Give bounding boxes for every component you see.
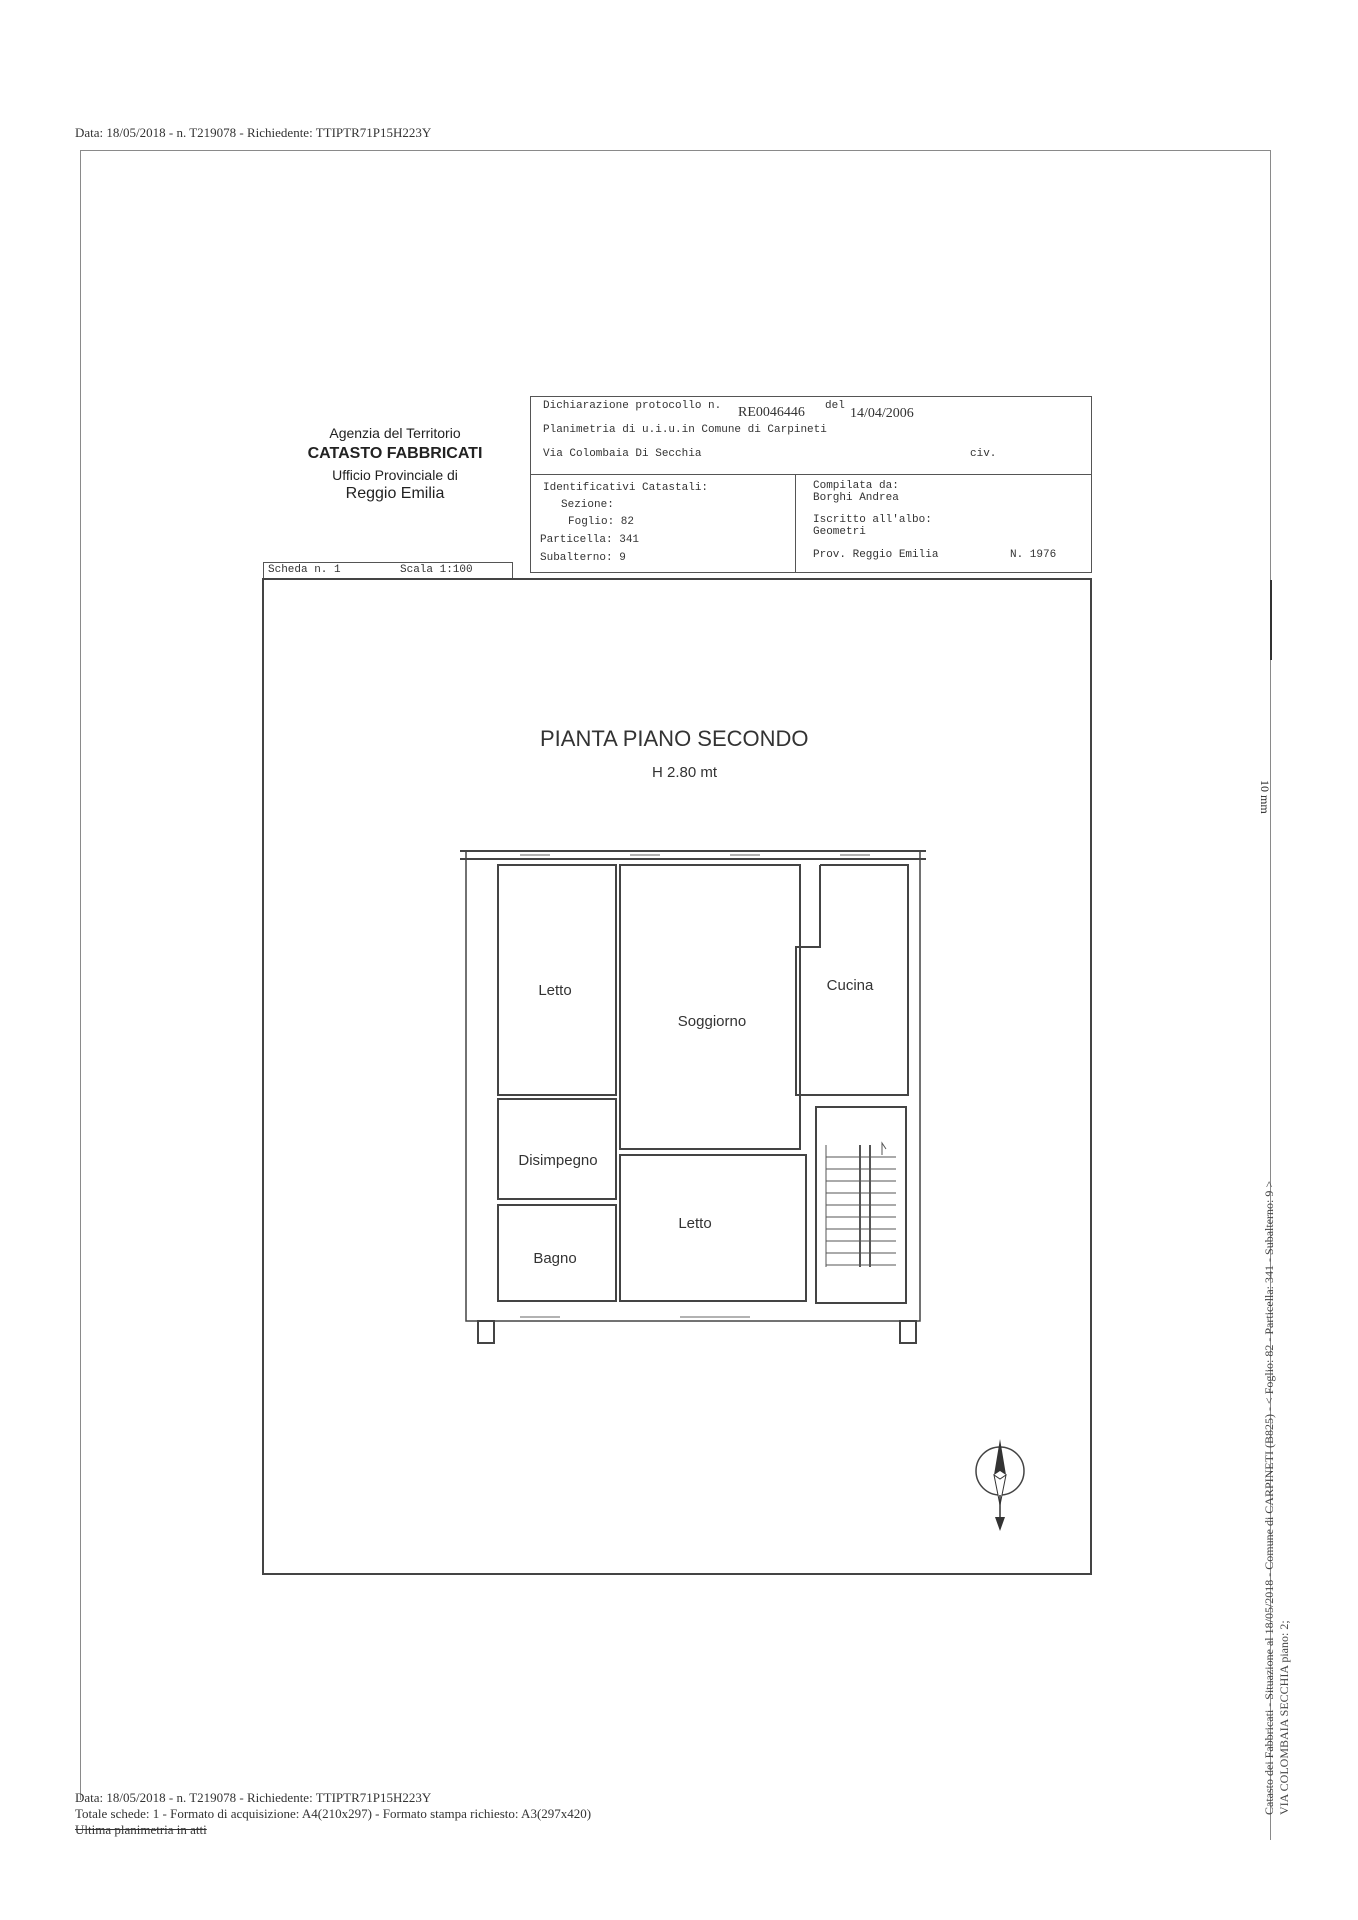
planimetry-line: Planimetria di u.i.u.in Comune di Carpineti bbox=[543, 424, 827, 436]
declaration-col-divider bbox=[795, 474, 796, 572]
protocol-label: Dichiarazione protocollo n. bbox=[543, 400, 722, 412]
footer-line-3: Ultima planimetria in atti bbox=[75, 1822, 207, 1837]
agency-catasto: CATASTO FABBRICATI bbox=[307, 445, 483, 462]
footer-line-1: Data: 18/05/2018 - n. T219078 - Richiedente: TTIPTR71P15H223Y bbox=[75, 1790, 432, 1805]
identifiers-subalterno: Subalterno: 9 bbox=[540, 552, 626, 564]
scale-mark-label: 10 mm bbox=[1258, 780, 1272, 814]
compiled-label: Compilata da: bbox=[813, 480, 899, 492]
scale-mark bbox=[1257, 780, 1272, 814]
frame-left bbox=[80, 150, 81, 1800]
civ-label: civ. bbox=[970, 448, 997, 460]
side-vertical-line-2: VIA COLOMBAIA SECCHIA piano: 2; bbox=[1277, 1620, 1291, 1815]
compiled-prov: Prov. Reggio Emilia bbox=[813, 549, 939, 561]
header-info: Data: 18/05/2018 - n. T219078 - Richiedente: TTIPTR71P15H223Y bbox=[75, 125, 432, 140]
plan-height: H 2.80 mt bbox=[652, 764, 718, 781]
identifiers-title: Identificativi Catastali: bbox=[543, 482, 709, 494]
agency-office: Ufficio Provinciale di bbox=[332, 467, 458, 483]
room-letto-1: Letto bbox=[538, 982, 572, 999]
protocol-date: 14/04/2006 bbox=[850, 406, 914, 421]
plan-title: PIANTA PIANO SECONDO bbox=[540, 726, 809, 751]
identifiers-sezione: Sezione: bbox=[561, 499, 614, 511]
scheda-scale: Scala 1:100 bbox=[400, 564, 473, 576]
room-cucina: Cucina bbox=[826, 977, 874, 994]
identifiers-foglio: Foglio: 82 bbox=[568, 516, 635, 528]
identifiers-particella: Particella: 341 bbox=[540, 534, 640, 546]
room-disimpegno: Disimpegno bbox=[518, 1152, 598, 1169]
albo-label: Iscritto all'albo: bbox=[813, 514, 932, 526]
agency-name: Agenzia del Territorio bbox=[329, 425, 461, 441]
north-arrow-icon bbox=[970, 1435, 1030, 1535]
frame-top bbox=[80, 150, 1270, 151]
scheda-number: Scheda n. 1 bbox=[268, 564, 341, 576]
date-label: del bbox=[825, 400, 845, 412]
floor-plan bbox=[460, 845, 930, 1355]
albo-value: Geometri bbox=[813, 526, 866, 538]
room-bagno: Bagno bbox=[533, 1250, 577, 1267]
scale-bar bbox=[1270, 580, 1272, 660]
room-letto-2: Letto bbox=[678, 1215, 712, 1232]
compiled-number: N. 1976 bbox=[1010, 549, 1057, 561]
compiled-name: Borghi Andrea bbox=[813, 492, 899, 504]
agency-block bbox=[290, 425, 500, 503]
protocol-number: RE0046446 bbox=[738, 405, 805, 420]
address-line: Via Colombaia Di Secchia bbox=[543, 448, 702, 460]
side-vertical-line-1: Catasto dei Fabbricati - Situazione al 18/05/2018 - Comune di CARPINETI (B825) - < Foglio: 82 - Particella: 341 - Subalterno: 9 > bbox=[1262, 1180, 1276, 1815]
agency-city: Reggio Emilia bbox=[345, 485, 445, 502]
footer-line-2: Totale schede: 1 - Formato di acquisizione: A4(210x297) - Formato stampa richiesto: A3(297x420) bbox=[75, 1806, 592, 1821]
room-soggiorno: Soggiorno bbox=[677, 1013, 747, 1030]
declaration-divider bbox=[530, 474, 1091, 475]
